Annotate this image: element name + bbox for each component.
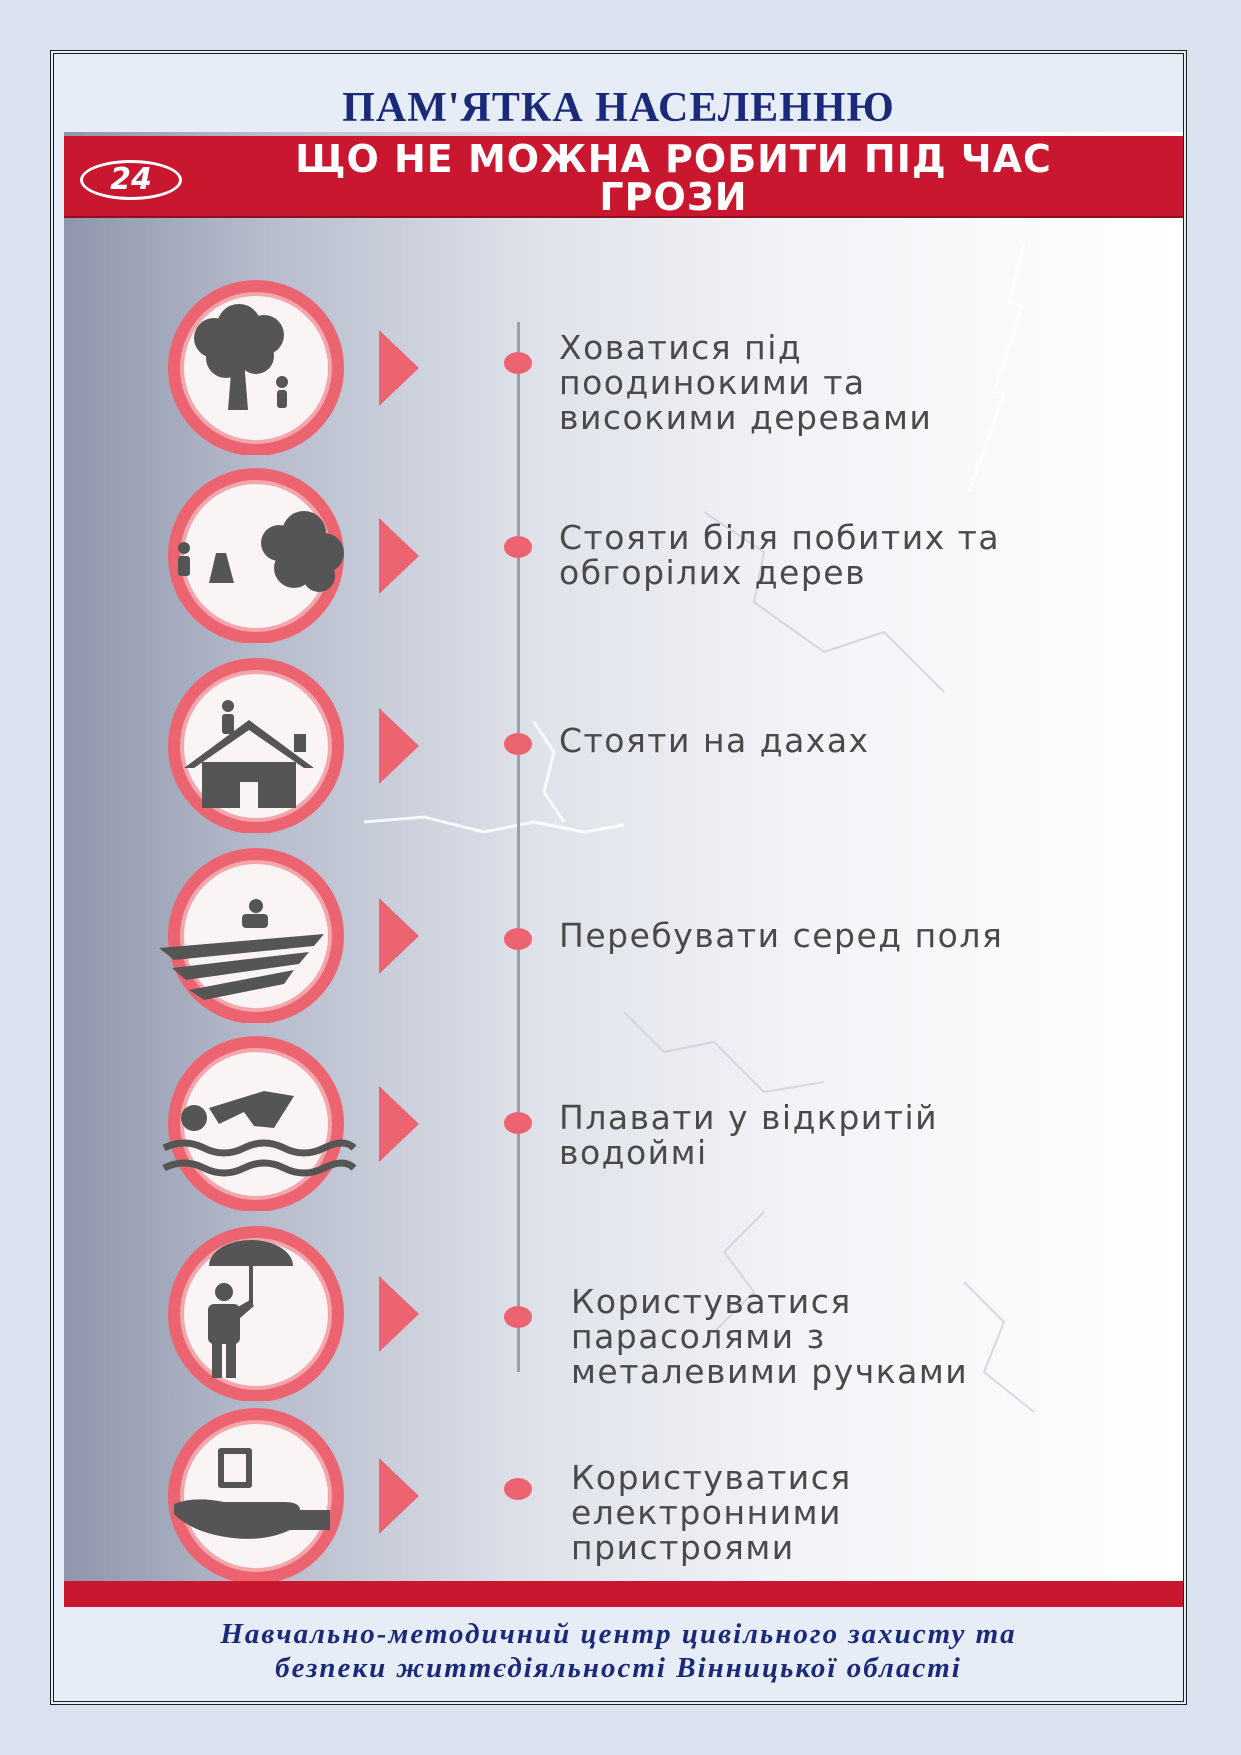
item-text: Стояти біля побитих та обгорілих дерев	[559, 518, 1001, 592]
timeline-dot	[504, 1306, 532, 1328]
hand-device-icon	[114, 1408, 464, 1583]
memo-title: ПАМ'ЯТКА НАСЕЛЕННЮ	[342, 85, 895, 131]
banner-title	[184, 137, 1163, 219]
item-text: Користуватися парасолями з металевими ручками	[571, 1282, 969, 1391]
channel-24-logo: 24	[80, 160, 182, 200]
item-text: Користуватися електронними пристроями	[571, 1458, 852, 1567]
timeline-dot	[504, 1112, 532, 1134]
item-text: Перебувати серед поля	[559, 916, 1004, 955]
list-item	[64, 1036, 1183, 1211]
banner-title-line-2: ГРОЗИ	[599, 175, 748, 219]
banner-title-line-1: ЩО НЕ МОЖНА РОБИТИ ПІД ЧАС	[295, 137, 1052, 181]
person-umbrella-icon	[114, 1226, 464, 1401]
list-item	[64, 1408, 1183, 1583]
timeline-dot	[504, 733, 532, 755]
page-frame	[50, 50, 1187, 1705]
title-banner	[64, 136, 1183, 218]
list-item	[64, 468, 1183, 643]
item-text: Стояти на дахах	[559, 721, 870, 760]
timeline-dot	[504, 928, 532, 950]
timeline-dot	[504, 352, 532, 374]
timeline-dot	[504, 1478, 532, 1500]
list-item	[64, 280, 1183, 455]
swimmer-icon	[114, 1036, 464, 1211]
organization-credit: Навчально-методичний центр цивільного захисту та безпеки життєдіяльності Вінницької області	[220, 1618, 1017, 1684]
infographic-poster	[64, 132, 1183, 1607]
burnt-tree-person-icon	[114, 468, 464, 643]
footer-bar	[64, 1581, 1183, 1607]
person-on-roof-icon	[114, 658, 464, 833]
list-item	[64, 658, 1183, 833]
item-text: Плавати у відкритій водоймі	[559, 1098, 939, 1172]
tree-person-icon	[114, 280, 464, 455]
list-item	[64, 848, 1183, 1023]
item-text: Ховатися під поодинокими та високими деревами	[559, 328, 933, 437]
person-in-field-icon	[114, 848, 464, 1023]
timeline-dot	[504, 536, 532, 558]
list-item	[64, 1226, 1183, 1401]
